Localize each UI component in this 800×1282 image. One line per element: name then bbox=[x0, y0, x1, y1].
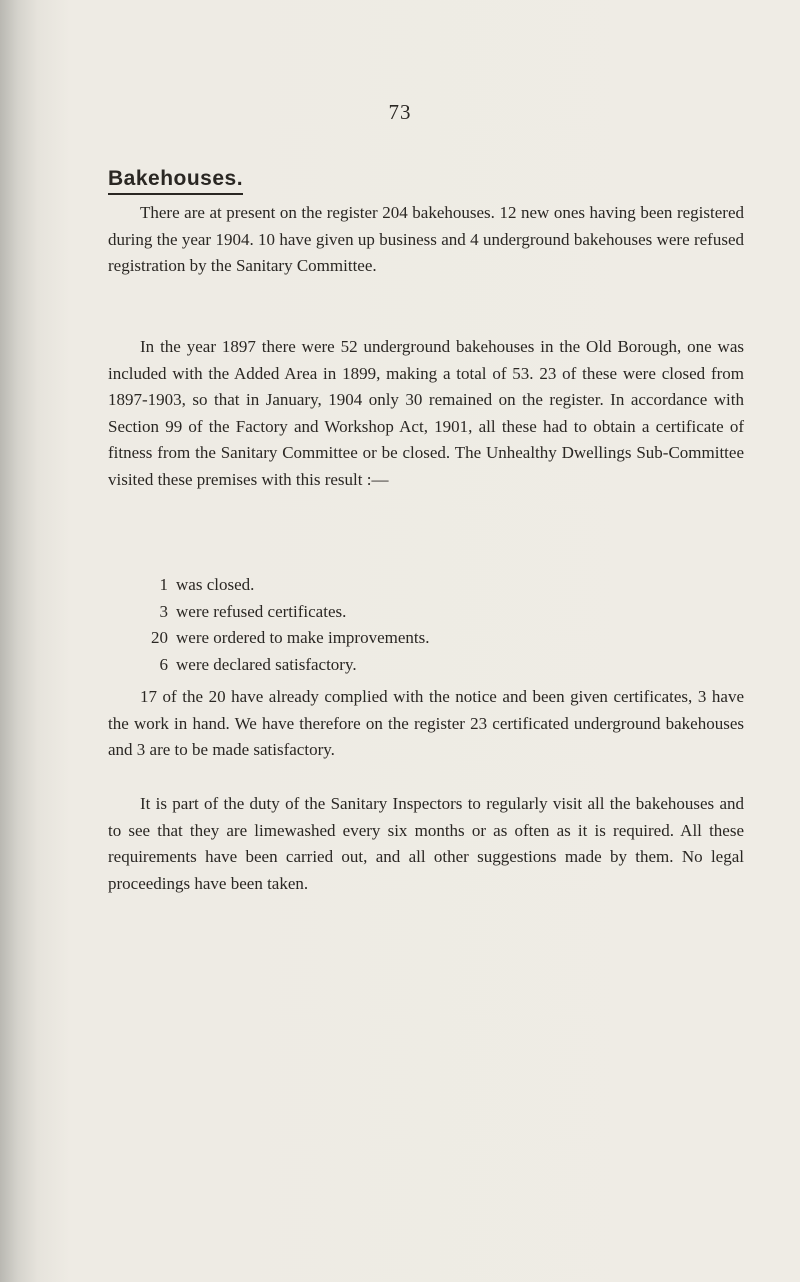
result-text: were declared satisfactory. bbox=[176, 654, 357, 674]
result-count: 1 bbox=[159, 575, 168, 594]
paragraph-underground: In the year 1897 there were 52 underground bakehouses in the Old Borough, one was included with the Added Area in 1899, making a total of 53. 23 of these were closed from 1897-1903, so that in January, 1904 only 30 remained on the register. In accordance with Section 99 of the Factory and Workshop Act, 1901, all these had to obtain a certificate of fitness from the Sanitary Committee or be closed. The Unhealthy Dwellings Sub-Committee visited these premises with this result :— bbox=[108, 337, 744, 489]
paragraph-register: There are at present on the register 204 bakehouses. 12 new ones having been registered during the year 1904. 10 have given up business and 4 underground bakehouses were refused registration by the Sanitary Committee. bbox=[108, 203, 744, 276]
section-heading: Bakehouses. bbox=[108, 167, 243, 195]
result-count: 20 bbox=[151, 628, 168, 648]
paragraph-inspections: It is part of the duty of the Sanitary Inspectors to regularly visit all the bakehouses and to see that they are limewashed every six months or as often as it is required. All these requirements have been carried out, and all other suggestions made by them. No legal proceedings have been taken. bbox=[108, 794, 744, 893]
result-text: were ordered to make improvements. bbox=[176, 628, 430, 648]
result-text: was closed. bbox=[176, 575, 255, 594]
page-number: 73 bbox=[388, 100, 412, 124]
result-count: 3 bbox=[159, 601, 168, 621]
result-text: were refused certificates. bbox=[176, 601, 347, 621]
result-count: 6 bbox=[159, 654, 168, 674]
paragraph-compliance: 17 of the 20 have already complied with the notice and been given certificates, 3 have the work in hand. We have therefore on the register 23 certificated underground bakehouses and 3 are to be made satisfactory. bbox=[108, 687, 744, 760]
